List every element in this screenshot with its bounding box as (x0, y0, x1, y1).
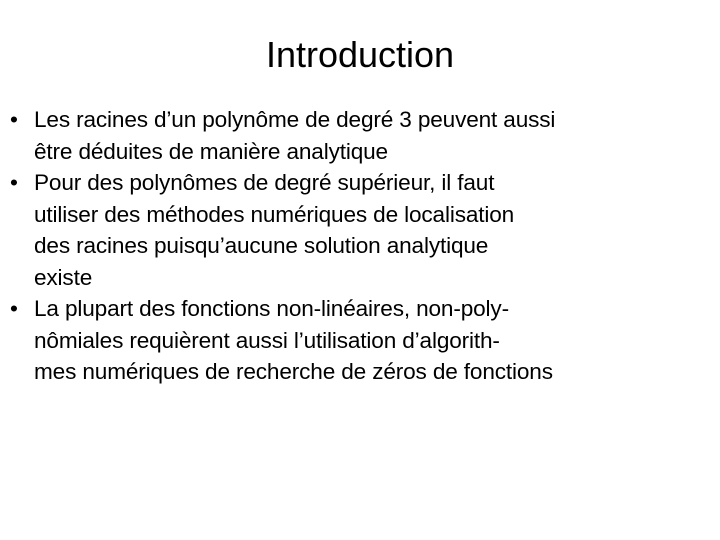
bullet-text-line: utiliser des méthodes numériques de localisation (34, 201, 515, 227)
bullet-text-line: Les racines d’un polynôme de degré 3 peuvent aussi (34, 107, 556, 132)
bullet-item (0, 104, 716, 167)
bullet-item (0, 167, 716, 293)
bullet-text-line: nômiales requièrent aussi l’utilisation d’algorith- (34, 327, 500, 353)
slide-title: Introduction (265, 34, 455, 75)
bullet-text-line: être déduites de manière analytique (34, 138, 388, 164)
bullet-text-line: des racines puisqu’aucune solution analytique (34, 233, 489, 258)
bullet-text-line: existe (34, 264, 93, 290)
bullet-dot-icon: • (10, 170, 18, 195)
bullet-dot-icon: • (10, 107, 18, 132)
bullet-item (0, 293, 716, 388)
bullet-list (0, 104, 716, 388)
bullet-text-line: mes numériques de recherche de zéros de fonctions (34, 359, 553, 384)
bullet-dot-icon: • (10, 296, 18, 321)
bullet-text-line: La plupart des fonctions non-linéaires, non-poly- (34, 296, 509, 321)
bullet-text-line: Pour des polynômes de degré supérieur, il faut (34, 170, 495, 195)
